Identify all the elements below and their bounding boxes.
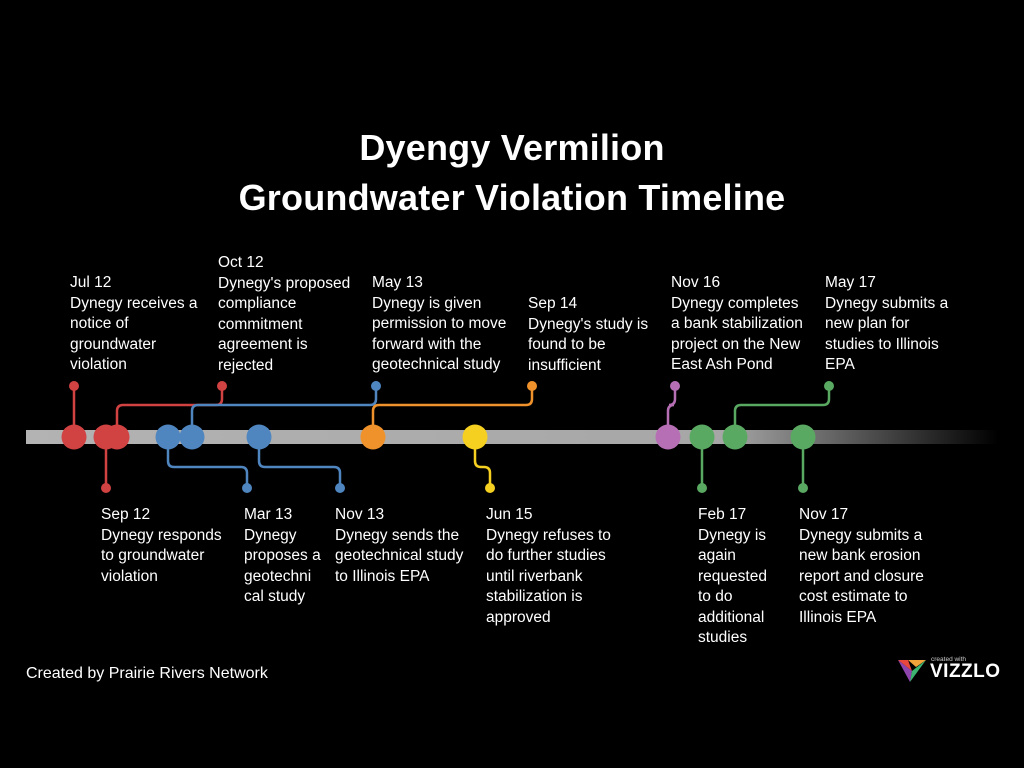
event-node[interactable] [156, 425, 181, 450]
event-label [244, 505, 321, 608]
chart-title-line-1: Dyengy Vermilion [359, 127, 665, 168]
event-description-line: geotechnical study [372, 356, 501, 373]
event-description-line: studies to Illinois [825, 335, 939, 353]
event-description-line: Dynegy's proposed [218, 274, 351, 292]
event-date: Nov 16 [671, 274, 721, 291]
event-description-line: commitment [218, 315, 303, 333]
event-description-line: Dynegy sends the [335, 526, 460, 544]
event-description-line: stabilization is [486, 588, 583, 605]
event-description-line: Dynegy's study is [528, 315, 649, 333]
event-node[interactable] [361, 425, 386, 450]
event-description-line: additional [698, 608, 765, 626]
event-date: Nov 13 [335, 506, 385, 523]
event-description-line: a bank stabilization [671, 315, 803, 332]
event-date: Mar 13 [244, 506, 293, 523]
event-description-line: violation [70, 356, 127, 373]
event-node[interactable] [105, 425, 130, 450]
event-label [372, 273, 506, 376]
event-description-line: Dynegy is [698, 526, 767, 544]
vizzlo-small-text: created with [931, 656, 967, 663]
event-description-line: Dynegy [244, 526, 297, 544]
event-description-line: groundwater [70, 335, 157, 353]
event-description-line: proposes a [244, 547, 321, 564]
event-label [101, 505, 222, 587]
event-pin-dot [697, 483, 707, 493]
event-date: Jun 15 [486, 506, 533, 523]
event-connector [373, 386, 532, 437]
event-label [528, 294, 648, 376]
event-description-line: geotechni [244, 567, 312, 585]
event-description-line: approved [486, 608, 551, 626]
event-label [486, 505, 611, 628]
vizzlo-v-icon [898, 658, 926, 682]
event-pin-dot [217, 381, 227, 391]
vizzlo-logo[interactable] [898, 655, 1002, 685]
event-node[interactable] [247, 425, 272, 450]
event-description-line: Dynegy is given [372, 294, 482, 312]
event-node[interactable] [723, 425, 748, 450]
event-description-line: to groundwater [101, 547, 205, 564]
event-description-line: requested [698, 567, 767, 585]
event-date: May 17 [825, 274, 876, 291]
event-pin-dot [69, 381, 79, 391]
event-description-line: rejected [218, 356, 274, 374]
event-label [825, 273, 948, 376]
event-description-line: new bank erosion [799, 547, 921, 564]
event-description-line: geotechnical study [335, 547, 464, 564]
event-pin-dot [485, 483, 495, 493]
event-description-line: again [698, 547, 736, 564]
event-pin-dot [242, 483, 252, 493]
event-node[interactable] [690, 425, 715, 450]
event-description-line: Dynegy responds [101, 526, 222, 544]
event-description-line: to do [698, 588, 733, 605]
event-node[interactable] [62, 425, 87, 450]
event-date: Nov 17 [799, 506, 849, 523]
event-node[interactable] [791, 425, 816, 450]
event-pin-dot [527, 381, 537, 391]
event-description-line: Dynegy completes [671, 294, 799, 312]
event-description-line: cal study [244, 588, 306, 605]
event-description-line: do further studies [486, 547, 606, 564]
event-date: Sep 14 [528, 295, 578, 312]
event-pin-dot [670, 381, 680, 391]
event-description-line: found to be [528, 336, 606, 353]
event-node[interactable] [656, 425, 681, 450]
event-pin-dot [101, 483, 111, 493]
event-description-line: agreement is [218, 336, 308, 353]
event-description-line: to Illinois EPA [335, 567, 430, 585]
event-pin-dot [335, 483, 345, 493]
event-date: May 13 [372, 274, 423, 291]
event-pin-dot [824, 381, 834, 391]
event-description-line: permission to move [372, 315, 507, 332]
event-description-line: report and closure [799, 567, 924, 585]
event-pin-dot [798, 483, 808, 493]
event-description-line: East Ash Pond [671, 356, 773, 373]
event-connector [259, 437, 340, 488]
event-description-line: Dynegy submits a [799, 526, 923, 544]
event-description-line: forward with the [372, 335, 482, 353]
vizzlo-brand-text: VIZZLO [930, 661, 1001, 682]
event-node[interactable] [180, 425, 205, 450]
event-description-line: insufficient [528, 356, 601, 374]
event-date: Oct 12 [218, 254, 264, 271]
event-description-line: new plan for [825, 315, 910, 332]
event-node[interactable] [463, 425, 488, 450]
event-connector [735, 386, 829, 437]
event-date: Sep 12 [101, 506, 151, 523]
event-date: Feb 17 [698, 506, 747, 523]
event-description-line: Illinois EPA [799, 608, 877, 626]
event-description-line: studies [698, 629, 748, 646]
event-label [671, 273, 803, 376]
event-description-line: Dynegy receives a [70, 294, 198, 312]
event-description-line: Dynegy submits a [825, 294, 949, 312]
event-description-line: until riverbank [486, 567, 583, 585]
event-description-line: cost estimate to [799, 588, 908, 605]
event-description-line: violation [101, 567, 158, 585]
event-label [335, 505, 463, 587]
event-label [70, 273, 198, 376]
event-description-line: Dynegy refuses to [486, 526, 611, 544]
event-connector [168, 437, 247, 488]
event-pin-dot [371, 381, 381, 391]
event-label [799, 505, 924, 628]
event-description-line: notice of [70, 315, 129, 332]
chart-title-line-2: Groundwater Violation Timeline [238, 177, 786, 218]
event-description-line: project on the New [671, 335, 801, 353]
event-description-line: compliance [218, 295, 297, 312]
event-label [698, 505, 767, 649]
event-date: Jul 12 [70, 274, 112, 291]
credit-text: Created by Prairie Rivers Network [26, 665, 268, 682]
event-label [218, 253, 350, 376]
event-connector [192, 386, 376, 437]
event-description-line: EPA [825, 356, 855, 373]
